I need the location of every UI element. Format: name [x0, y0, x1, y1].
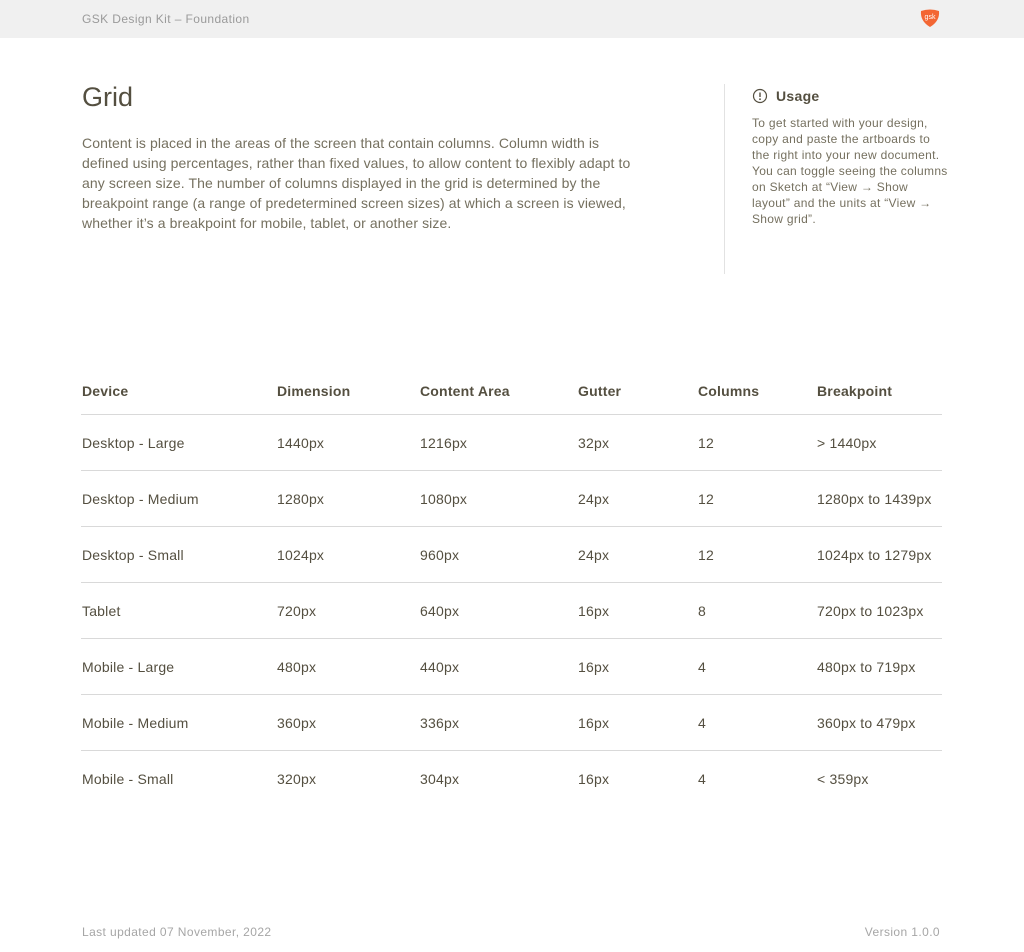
- table-row: [81, 471, 942, 527]
- cell-columns: 4: [697, 639, 816, 695]
- usage-heading: [752, 87, 820, 105]
- table-row: [81, 527, 942, 583]
- cell-dimension: 1024px: [276, 527, 419, 583]
- cell-gutter: 24px: [577, 471, 697, 527]
- last-updated: Last updated 07 November, 2022: [82, 925, 272, 939]
- table-row: [81, 751, 942, 807]
- cell-dimension: 480px: [276, 639, 419, 695]
- page-title: Grid: [82, 82, 134, 112]
- cell-gutter: 32px: [577, 415, 697, 471]
- cell-content-area: 1216px: [419, 415, 577, 471]
- header-columns: Columns: [697, 368, 816, 415]
- cell-gutter: 24px: [577, 527, 697, 583]
- cell-columns: 12: [697, 471, 816, 527]
- cell-breakpoint: 480px to 719px: [816, 639, 942, 695]
- intro-paragraph: Content is placed in the areas of the screen that contain columns. Column width is defined using percentages, rather than fixed values, to allow content to flexibly adapt to any screen size. The number of columns displayed in the grid is determined by the breakpoint range (a range of predetermined screen sizes) at which a screen is viewed, whether it’s a breakpoint for mobile, tablet, or another size.: [82, 135, 631, 231]
- cell-dimension: 320px: [277, 770, 317, 787]
- header-content-area: Content Area: [419, 368, 577, 415]
- cell-content-area: 1080px: [419, 471, 577, 527]
- cell-content-area: 304px: [420, 770, 460, 787]
- cell-breakpoint: > 1440px: [816, 415, 942, 471]
- cell-breakpoint: 1280px to 1439px: [816, 471, 942, 527]
- table-row: [81, 415, 942, 471]
- table-row: [81, 583, 942, 639]
- top-bar: [0, 0, 1024, 38]
- cell-content-area: 640px: [419, 583, 577, 639]
- table-row: [81, 639, 942, 695]
- logo-text: gsk: [924, 14, 936, 21]
- cell-gutter: 16px: [578, 770, 610, 787]
- cell-breakpoint: 1024px to 1279px: [816, 527, 942, 583]
- cell-device: Mobile - Large: [81, 639, 276, 695]
- cell-content-area: 440px: [419, 639, 577, 695]
- gsk-logo-icon[interactable]: [919, 8, 941, 28]
- grid-table: [81, 368, 942, 806]
- cell-device: Desktop - Small: [81, 527, 276, 583]
- header-device: Device: [81, 368, 276, 415]
- version-label: Version 1.0.0: [864, 925, 940, 939]
- cell-columns: 4: [698, 770, 706, 787]
- cell-columns: 12: [697, 527, 816, 583]
- cell-content-area: 960px: [419, 527, 577, 583]
- usage-title: Usage: [776, 88, 820, 104]
- cell-device: Mobile - Medium: [81, 695, 276, 751]
- cell-breakpoint: < 359px: [817, 770, 869, 787]
- cell-gutter: 16px: [577, 583, 697, 639]
- kit-title: GSK Design Kit – Foundation: [82, 12, 250, 26]
- vertical-divider: [724, 84, 725, 274]
- cell-content-area: 336px: [419, 695, 577, 751]
- cell-dimension: 720px: [276, 583, 419, 639]
- cell-columns: 4: [697, 695, 816, 751]
- cell-gutter: 16px: [577, 639, 697, 695]
- cell-gutter: 16px: [577, 695, 697, 751]
- header-gutter: Gutter: [577, 368, 697, 415]
- cell-device: Desktop - Large: [81, 415, 276, 471]
- cell-dimension: 1440px: [276, 415, 419, 471]
- cell-columns: 12: [697, 415, 816, 471]
- cell-dimension: 360px: [276, 695, 419, 751]
- cell-breakpoint: 360px to 479px: [816, 695, 942, 751]
- cell-breakpoint: 720px to 1023px: [816, 583, 942, 639]
- cell-device: Tablet: [81, 583, 276, 639]
- usage-text: To get started with your design, copy and paste the artboards to the right into your new document. You can toggle seeing the columns on Sketch at “View → Show layout” and the units at “View → Show grid”.: [752, 116, 948, 226]
- cell-columns: 8: [697, 583, 816, 639]
- cell-device: Mobile - Small: [82, 770, 174, 787]
- table-row: [81, 695, 942, 751]
- table-header-row: [81, 368, 942, 415]
- header-dimension: Dimension: [276, 368, 419, 415]
- info-icon: [752, 88, 768, 104]
- header-breakpoint: Breakpoint: [816, 368, 942, 415]
- cell-dimension: 1280px: [276, 471, 419, 527]
- cell-device: Desktop - Medium: [81, 471, 276, 527]
